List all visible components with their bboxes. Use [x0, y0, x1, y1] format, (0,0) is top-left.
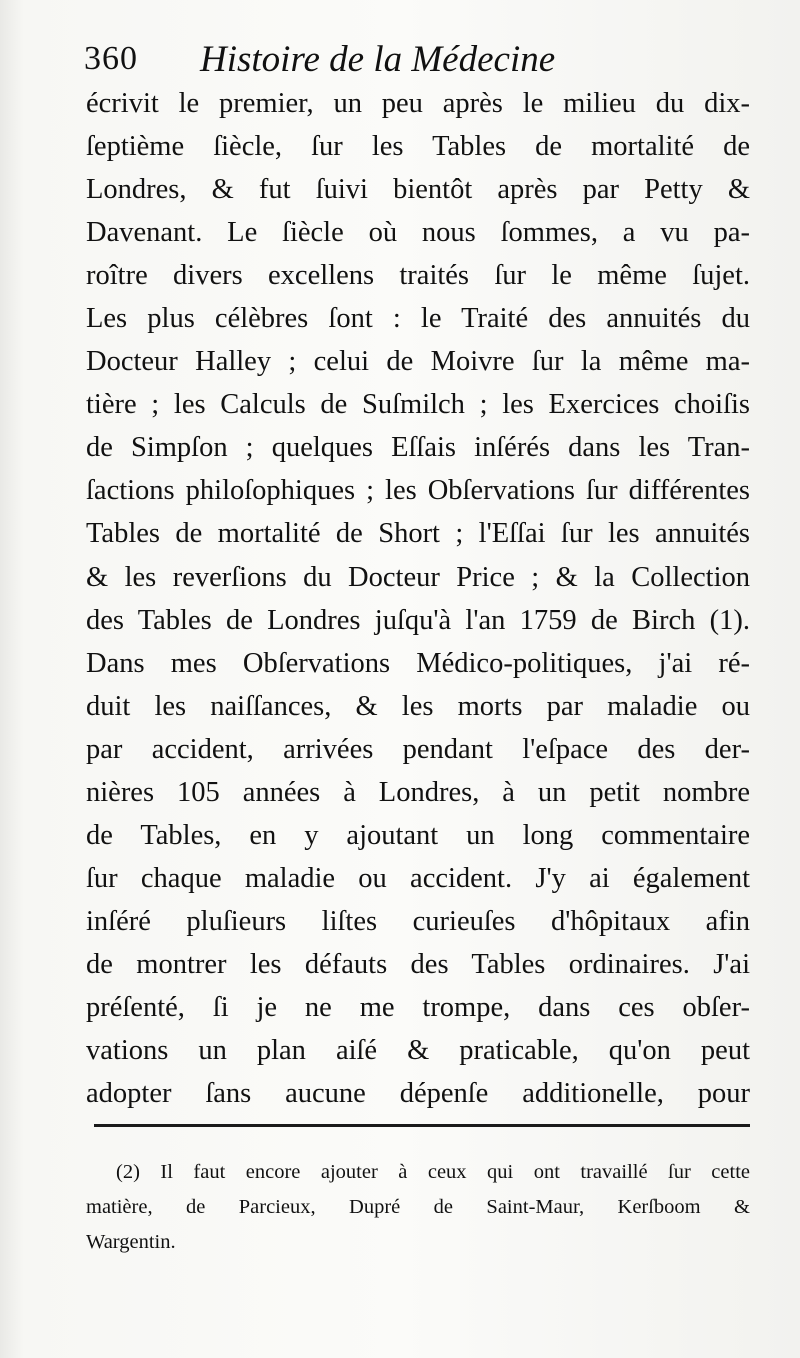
text-line: Docteur Halley ; celui de Moivre ſur la même ma- — [86, 346, 750, 378]
footnote-line: (2) Il faut encore ajouter à ceux qui ont travaillé ſur cette — [116, 1161, 750, 1183]
text-line: roître divers excellens traités ſur le même ſujet. — [86, 260, 750, 292]
text-line: de montrer les défauts des Tables ordinaires. J'ai — [86, 948, 750, 980]
footnote-line: matière, de Parcieux, Dupré de Saint-Maur, Kerſboom & — [86, 1196, 750, 1218]
footnote — [86, 1155, 750, 1260]
text-line: vations un plan aiſé & praticable, qu'on peut — [86, 1035, 750, 1067]
body-text — [86, 82, 750, 1115]
text-line: Londres, & fut ſuivi bientôt après par Petty & — [86, 174, 750, 206]
text-line: & les reverſions du Docteur Price ; & la Collection — [86, 561, 750, 593]
text-line: de Simpſon ; quelques Eſſais inſérés dans les Tran- — [86, 432, 750, 464]
text-line: duit les naiſſances, & les morts par maladie ou — [86, 690, 750, 722]
text-line: inſéré pluſieurs liſtes curieuſes d'hôpitaux afin — [86, 905, 750, 937]
text-line: de Tables, en y ajoutant un long commentaire — [86, 819, 750, 851]
text-line: ſur chaque maladie ou accident. J'y ai également — [86, 862, 750, 894]
text-line: tière ; les Calculs de Suſmilch ; les Exercices choiſis — [86, 389, 750, 421]
footnote-rule — [94, 1124, 750, 1127]
text-line: par accident, arrivées pendant l'eſpace des der- — [86, 733, 750, 765]
text-line: ſactions philoſophiques ; les Obſervations ſur différentes — [86, 475, 750, 507]
text-line: des Tables de Londres juſqu'à l'an 1759 de Birch (1). — [86, 604, 750, 636]
text-line: Les plus célèbres ſont : le Traité des annuités du — [86, 303, 750, 335]
text-line: nières 105 années à Londres, à un petit nombre — [86, 776, 750, 808]
footnote-line: Wargentin. — [86, 1231, 176, 1253]
text-line: écrivit le premier, un peu après le milieu du dix- — [86, 88, 750, 119]
text-line: Dans mes Obſervations Médico-politiques, j'ai ré- — [86, 647, 750, 679]
running-title: Histoire de la Médecine — [200, 39, 556, 80]
text-line: préſenté, ſi je ne me trompe, dans ces obſer- — [86, 991, 750, 1023]
text-line: ſeptième ſiècle, ſur les Tables de mortalité de — [86, 131, 750, 163]
page-number: 360 — [84, 40, 138, 77]
text-line: Tables de mortalité de Short ; l'Eſſai ſur les annuités — [86, 518, 750, 550]
text-line: Davenant. Le ſiècle où nous ſommes, a vu pa- — [86, 217, 750, 249]
text-line: adopter ſans aucune dépenſe additionelle, pour — [86, 1078, 750, 1110]
